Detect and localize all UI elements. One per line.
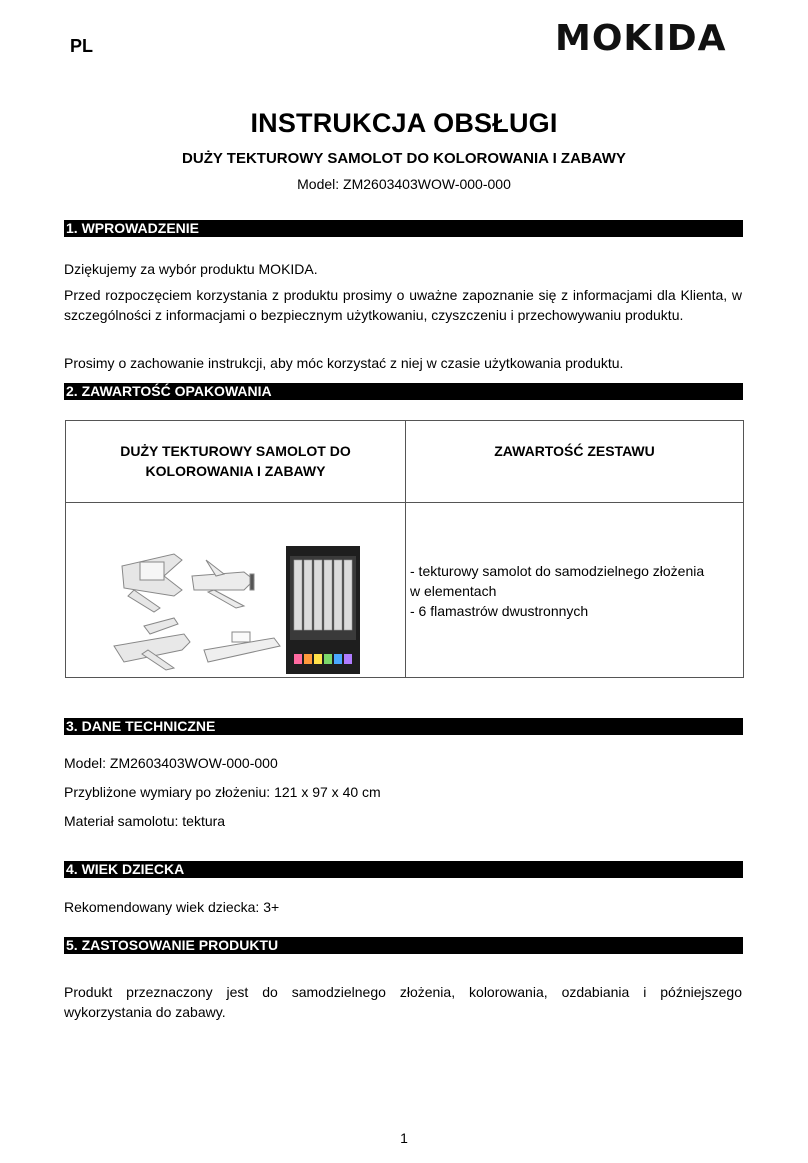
technical-dimensions: Przybliżone wymiary po złożeniu: 121 x 97 x 40 cm xyxy=(64,784,381,800)
section-heading-package-text: 2. ZAWARTOŚĆ OPAKOWANIA xyxy=(66,383,272,399)
technical-material: Materiał samolotu: tektura xyxy=(64,813,226,829)
airplane-image-2 xyxy=(192,560,254,608)
section-heading-technical-text: 3. DANE TECHNICZNE xyxy=(66,718,216,734)
section-heading-age xyxy=(64,861,743,878)
table-header-product xyxy=(66,441,405,481)
package-contents-list xyxy=(410,561,740,621)
svg-text:MOKIDA: MOKIDA xyxy=(555,18,727,54)
airplane-image-4 xyxy=(204,632,280,662)
age-recommendation: Rekomendowany wiek dziecka: 3+ xyxy=(64,899,280,915)
section-heading-intro-text: 1. WPROWADZENIE xyxy=(66,220,200,236)
table-header-product-line2: KOLOROWANIA I ZABAWY xyxy=(145,463,326,479)
table-row-divider xyxy=(66,502,743,503)
product-photo-image xyxy=(104,546,364,676)
model-number: Model: ZM2603403WOW-000-000 xyxy=(297,176,511,192)
package-contents-table xyxy=(65,420,744,678)
usage-description: Produkt przeznaczony jest do samodzielnego złożenia, kolorowania, ozdabiania i późniejszego wykorzystania do zabawy. xyxy=(64,984,742,1020)
page-number: 1 xyxy=(400,1130,408,1146)
language-code: PL xyxy=(70,36,94,56)
contents-item-2: - 6 flamastrów dwustronnych xyxy=(410,603,589,619)
table-header-contents: ZAWARTOŚĆ ZESTAWU xyxy=(494,443,655,459)
intro-paragraph-1: Dziękujemy za wybór produktu MOKIDA. xyxy=(64,261,318,277)
document-subtitle: DUŻY TEKTUROWY SAMOLOT DO KOLOROWANIA I ZABAWY xyxy=(182,150,626,167)
section-heading-package xyxy=(64,383,743,400)
section-heading-age-text: 4. WIEK DZIECKA xyxy=(66,861,185,877)
airplane-image-1 xyxy=(122,554,182,612)
document-title: INSTRUKCJA OBSŁUGI xyxy=(250,108,558,138)
technical-model: Model: ZM2603403WOW-000-000 xyxy=(64,755,278,771)
table-header-product-line1: DUŻY TEKTUROWY SAMOLOT DO xyxy=(120,443,351,459)
contents-item-1-continued: w elementach xyxy=(410,583,497,599)
section-heading-usage xyxy=(64,937,743,954)
brand-logo-image xyxy=(555,18,740,54)
contents-item-1: - tekturowy samolot do samodzielnego złożenia xyxy=(410,563,705,579)
section-heading-technical xyxy=(64,718,743,735)
section-heading-intro xyxy=(64,220,743,237)
airplane-image-3 xyxy=(114,618,190,670)
intro-paragraph-2: Przed rozpoczęciem korzystania z produktu prosimy o uważne zapoznanie się z informacjami dla Klienta, w szczególności z informacjami o bezpiecznym użytkowaniu, czyszczeniu i przechowywaniu produktu. xyxy=(64,287,742,323)
section-heading-usage-text: 5. ZASTOSOWANIE PRODUKTU xyxy=(66,937,279,953)
intro-paragraph-3: Prosimy o zachowanie instrukcji, aby móc korzystać z niej w czasie użytkowania produktu. xyxy=(64,355,624,371)
product-photo xyxy=(104,546,364,676)
marker-pack-image xyxy=(286,546,360,674)
brand-logo xyxy=(555,18,740,54)
